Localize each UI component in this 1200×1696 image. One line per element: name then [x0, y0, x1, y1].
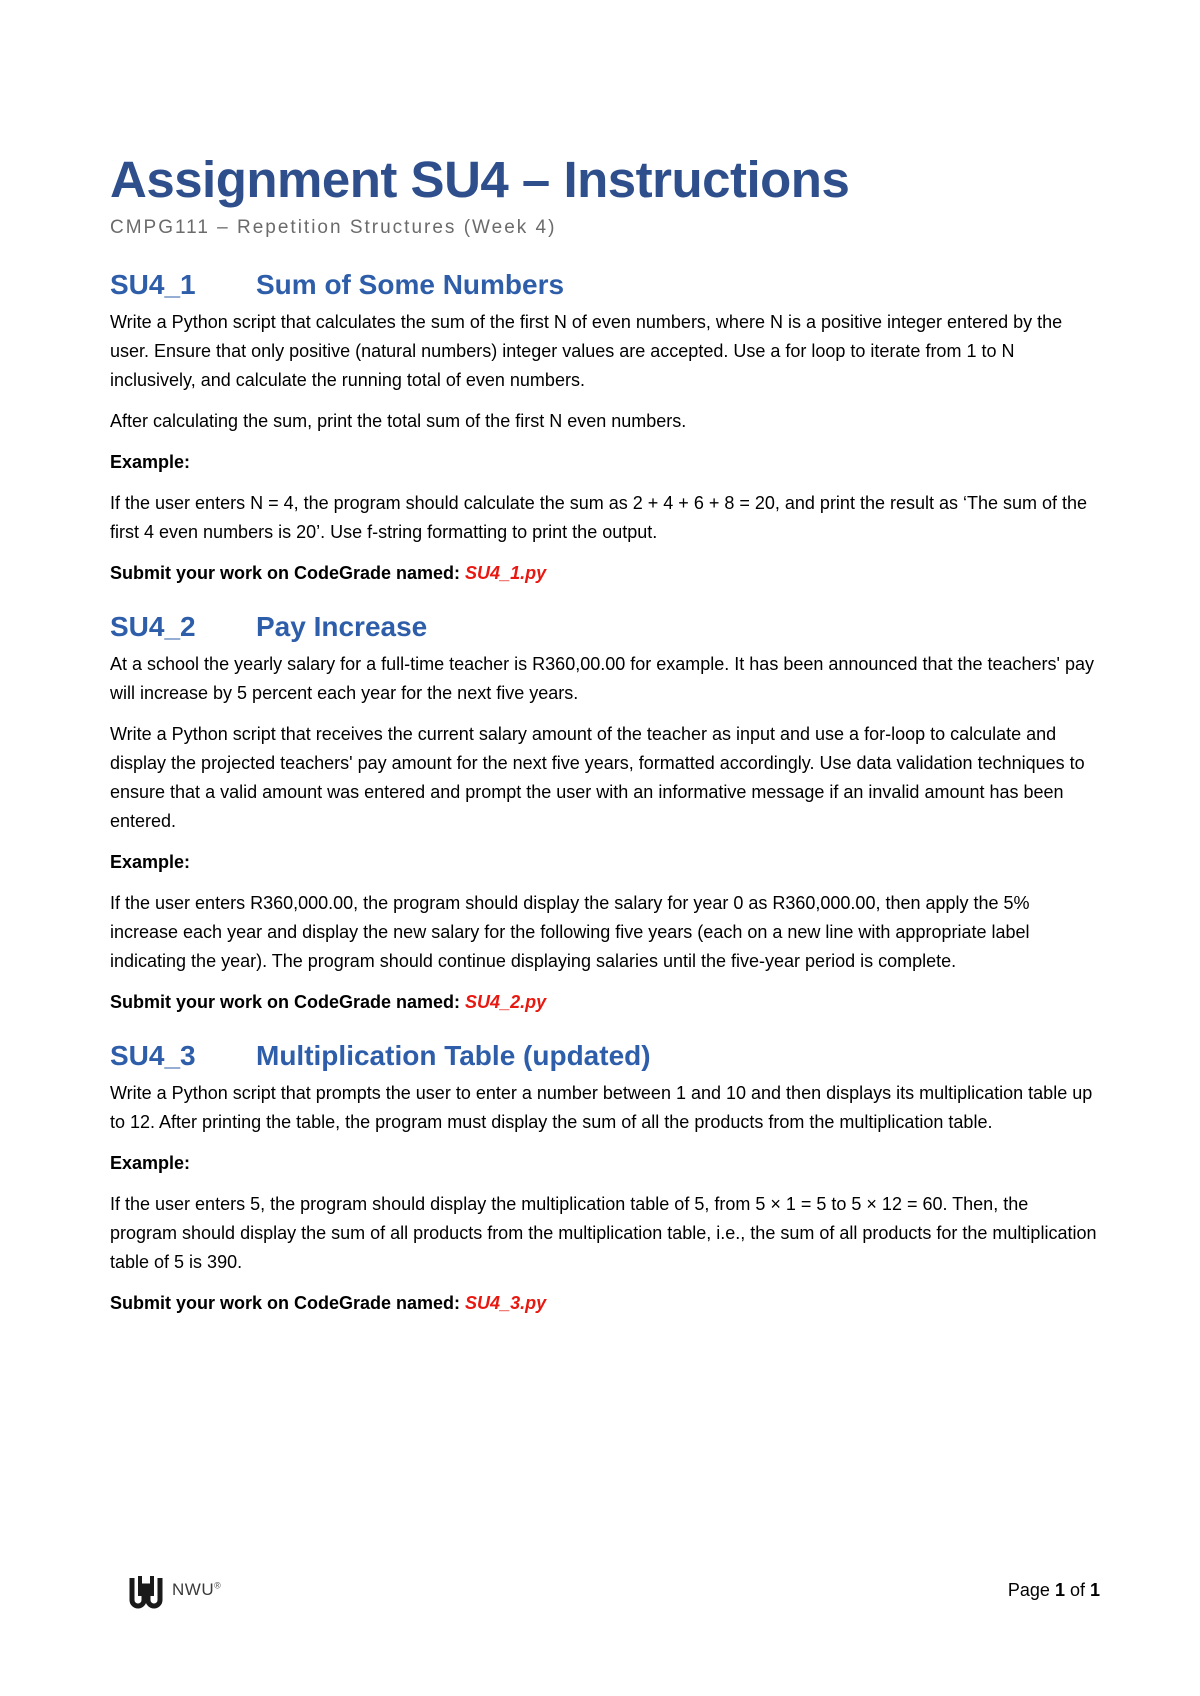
section-heading [110, 610, 1100, 644]
submit-filename: SU4_3.py [465, 1293, 547, 1313]
paragraph: Write a Python script that calculates the sum of the first N of even numbers, where N is a positive integer entered by the user. Ensure that only positive (natural numbers) integer values are accepted. Use a for loop to iterate from 1 to N inclusively, and calculate the running total of even numbers. [110, 312, 1063, 390]
submit-instruction [110, 988, 1100, 1017]
submit-label: Submit your work on CodeGrade named: [110, 563, 466, 583]
submit-filename: SU4_1.py [465, 563, 547, 583]
example-text: If the user enters N = 4, the program should calculate the sum as 2 + 4 + 6 + 8 = 20, and print the result as ‘The sum of the first 4 even numbers is 20’. Use f-string formatting to print the output. [110, 493, 1088, 542]
page-footer [0, 1568, 1200, 1628]
submit-label: Submit your work on CodeGrade named: [110, 1293, 466, 1313]
logo-text: NWU® [172, 1580, 222, 1599]
paragraph: Write a Python script that receives the current salary amount of the teacher as input and use a for-loop to calculate and display the projected teachers' pay amount for the next five years, formatted accordingly. Use data validation techniques to ensure that a valid amount was entered and prompt the user with an informative message if an invalid amount has been entered. [110, 724, 1085, 831]
submit-label: Submit your work on CodeGrade named: [110, 992, 466, 1012]
paragraph: At a school the yearly salary for a full-time teacher is R360,00.00 for example. It has been announced that the teachers' pay will increase by 5 percent each year for the next five years. [110, 654, 1094, 703]
section-id: SU4_1 [110, 269, 196, 300]
section-id: SU4_3 [110, 1040, 196, 1071]
paragraph: Write a Python script that prompts the user to enter a number between 1 and 10 and then displays its multiplication table up to 12. After printing the table, the program must display the sum of all the products from the multiplication table. [110, 1083, 1093, 1132]
submit-instruction [110, 559, 1100, 588]
example-label: Example: [110, 1153, 191, 1173]
example-text: If the user enters 5, the program should display the multiplication table of 5, from 5 × 1 = 5 to 5 × 12 = 60. Then, the program should display the sum of all products from the multiplication table, i.e., the sum of all products for the multiplication table of 5 is 390. [110, 1194, 1097, 1272]
nwu-logo [128, 1568, 221, 1612]
submit-instruction [110, 1289, 1100, 1318]
section-title: Sum of Some Numbers [256, 269, 565, 300]
example-text: If the user enters R360,000.00, the program should display the salary for year 0 as R360,000.00, then apply the 5% increase each year and display the new salary for the following five years (each on a new line with appropriate label indicating the year). The program should continue displaying salaries until the five-year period is complete. [110, 893, 1030, 971]
paragraph: After calculating the sum, print the total sum of the first N even numbers. [110, 411, 687, 431]
section-su4-1 [110, 268, 1100, 588]
section-title: Pay Increase [256, 611, 428, 642]
page-title: Assignment SU4 – Instructions [110, 151, 850, 208]
section-title: Multiplication Table (updated) [256, 1040, 651, 1071]
page-number: Page 1 of 1 [1007, 1580, 1100, 1600]
section-heading [110, 268, 1100, 302]
submit-filename: SU4_2.py [465, 992, 547, 1012]
section-heading [110, 1039, 1100, 1073]
example-label: Example: [110, 852, 191, 872]
section-su4-3 [110, 1039, 1100, 1318]
example-label: Example: [110, 452, 191, 472]
section-id: SU4_2 [110, 611, 196, 642]
section-su4-2 [110, 610, 1100, 1017]
document-content [110, 150, 1100, 1318]
page-subtitle: CMPG111 – Repetition Structures (Week 4) [110, 217, 557, 238]
nwu-logo-icon [128, 1570, 168, 1610]
